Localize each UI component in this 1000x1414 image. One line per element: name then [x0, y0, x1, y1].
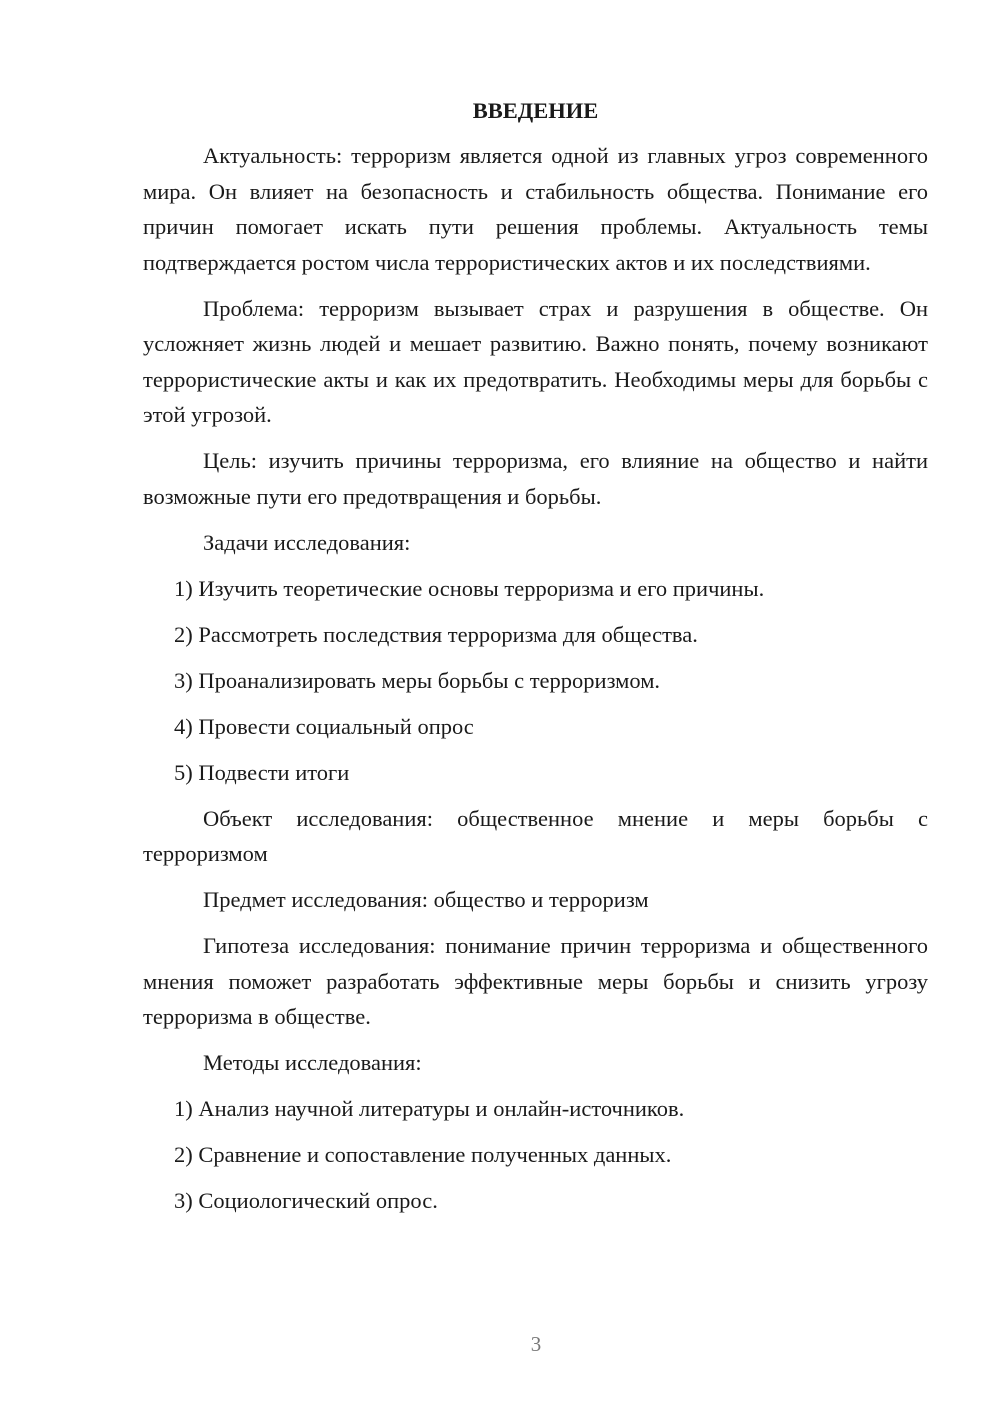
goal-paragraph: Цель: изучить причины терроризма, его влияние на общество и найти возможные пути его предотвращения и борьбы.: [143, 448, 928, 509]
hypothesis-paragraph: Гипотеза исследования: понимание причин терроризма и общественного мнения поможет разработать эффективные меры борьбы и снизить угрозу терроризма в обществе.: [143, 933, 928, 1029]
task-item: 1) Изучить теоретические основы терроризма и его причины.: [174, 575, 765, 601]
page-number: 3: [530, 1332, 542, 1356]
relevance-paragraph: Актуальность: терроризм является одной из главных угроз современного мира. Он влияет на безопасность и стабильность общества. Понимание его причин помогает искать пути решения проблемы. Актуальность темы подтверждается ростом числа террористических актов и их последствиями.: [143, 143, 928, 275]
method-item: 2) Сравнение и сопоставление полученных данных.: [174, 1142, 672, 1167]
task-item: 3) Проанализировать меры борьбы с терроризмом.: [174, 667, 661, 693]
problem-paragraph: Проблема: терроризм вызывает страх и разрушения в обществе. Он усложняет жизнь людей и мешает развитию. Важно понять, почему возникают террористические акты и как их предотвратить. Необходимы меры для борьбы с этой угрозой.: [143, 295, 928, 427]
task-item: 2) Рассмотреть последствия терроризма для общества.: [174, 621, 698, 647]
methods-label: Методы исследования:: [203, 1050, 422, 1075]
method-item: 1) Анализ научной литературы и онлайн-источников.: [174, 1096, 685, 1121]
section-heading: ВВЕДЕНИЕ: [472, 98, 599, 123]
page-content: [143, 90, 928, 1229]
object-paragraph: Объект исследования: общественное мнение и меры борьбы с терроризмом: [143, 805, 928, 866]
subject-paragraph: Предмет исследования: общество и терроризм: [203, 887, 649, 912]
task-item: 5) Подвести итоги: [174, 759, 350, 785]
tasks-label: Задачи исследования:: [203, 529, 411, 555]
task-item: 4) Провести социальный опрос: [174, 713, 474, 739]
method-item: 3) Социологический опрос.: [174, 1188, 438, 1213]
